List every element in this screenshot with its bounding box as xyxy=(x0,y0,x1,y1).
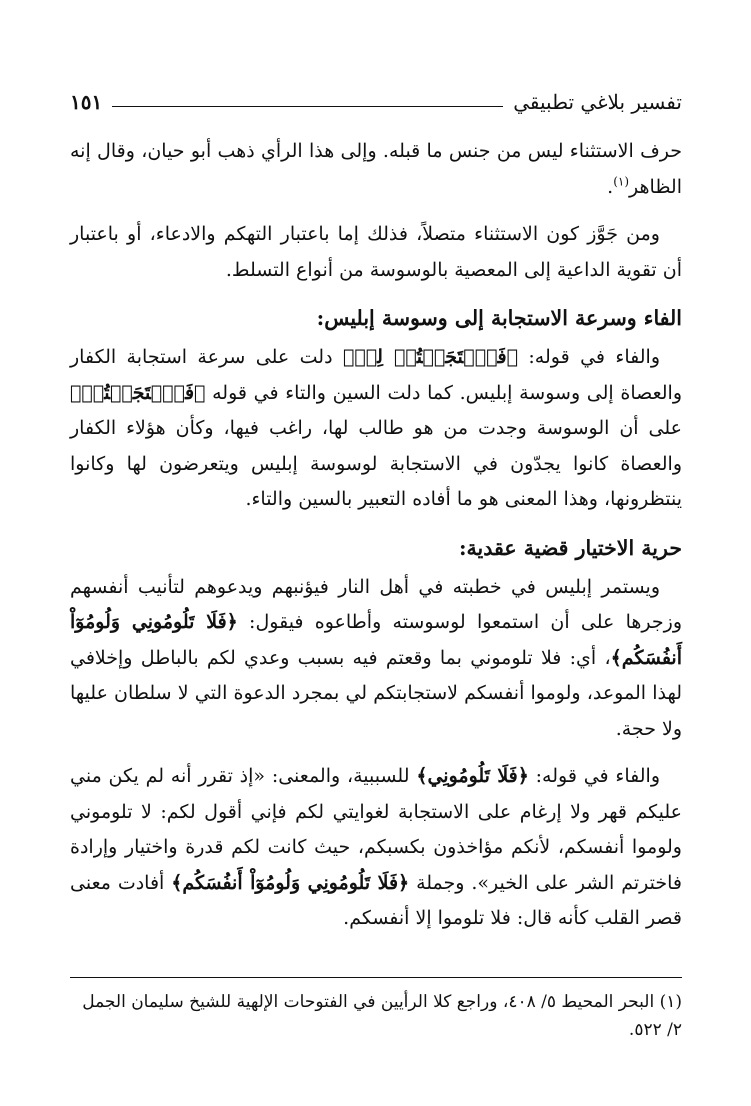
paragraph-4-text-b: ، أي: فلا تلوموني بما وقعتم فيه بسبب وعدي لكم بالباطل وإخلافي لهذا الموعد، ولوموا أنفسكم لاستجابتكم لي بمجرد الدعوة التي لا سلطان عليها ولا حجة. xyxy=(70,646,682,740)
book-page xyxy=(70,0,682,1106)
paragraph-3-text-c: على أن الوسوسة وجدت من هو طالب لها، راغب فيها، وكأن هؤلاء الكفار والعصاة كانوا يجدّون في الاستجابة لوسوسة إبليس ويتعرضون لها وكانوا ينتظرونها، وهذا المعنى هو ما أفاده التعبير بالسين والتاء. xyxy=(70,417,682,510)
paragraph-2: ومن جَوَّز كون الاستثناء متصلاً، فذلك إما باعتبار التهكم والادعاء، أو باعتبار أن تقوية الداعية إلى المعصية بالوسوسة من أنواع التسلط. xyxy=(70,223,682,281)
paragraph-5 xyxy=(70,759,682,937)
quran-quote-3: ﴿فَلَا تَلُومُونِي وَلُومُوٓاْ أَنفُسَكُم﴾ xyxy=(70,611,682,669)
paragraph-5-text-a: والفاء في قوله: xyxy=(528,765,661,787)
book-title: تفسير بلاغي تطبيقي xyxy=(513,90,682,114)
footnote-1: (١) البحر المحيط ٥/ ٤٠٨، وراجع كلا الرأيين في الفتوحات الإلهية للشيخ سليمان الجمل ٢/ ٥٢٢. xyxy=(82,992,682,1040)
quran-quote-2: ﴿فَٱسۡتَجَبۡتُمۡ﴾ xyxy=(70,381,206,404)
paragraph-5-text-b: للسببية، والمعنى: «إذ تقرر أنه لم يكن مني عليكم قهر ولا إرغام على الاستجابة لغوايتي لكم فإني أقول لكم: لا تلوموني ولوموا أنفسكم، لأنكم مؤاخذون بكسبكم، حيث كانت لكم قدرة واختيار وإرادة فاخترتم الشر على الخير». وجملة xyxy=(70,765,682,894)
header-rule xyxy=(112,106,503,107)
quran-quote-5: ﴿فَلَا تَلُومُونِي وَلُومُوٓاْ أَنفُسَكُم﴾ xyxy=(171,871,410,894)
paragraph-4 xyxy=(70,570,682,748)
page-number: ١٥١ xyxy=(70,90,103,114)
paragraph-3 xyxy=(70,340,682,518)
paragraph-4-text-a: ويستمر إبليس في خطبته في أهل النار فيؤنبهم ويدعوهم لتأنيب أنفسهم وزجرها على أن استمعوا لوسوسته وأطاعوه فيقول: xyxy=(70,575,683,633)
paragraph-1-text: حرف الاستثناء ليس من جنس ما قبله. وإلى هذا الرأي ذهب أبو حيان، وقال إنه الظاهر xyxy=(70,140,682,198)
paragraph-1: حرف الاستثناء ليس من جنس ما قبله. وإلى هذا الرأي ذهب أبو حيان، وقال إنه الظاهر$^{(١)}$. xyxy=(70,140,682,198)
section-heading-1: الفاء وسرعة الاستجابة إلى وسوسة إبليس: xyxy=(316,306,682,330)
footnote-ref-1: (١) xyxy=(613,174,630,189)
paragraph-3-text-b: دلت على سرعة استجابة الكفار والعصاة إلى وسوسة إبليس. كما دلت السين والتاء في قوله xyxy=(70,346,682,404)
footnote-divider xyxy=(70,977,682,978)
paragraph-3-text-a: والفاء في قوله: xyxy=(517,346,660,368)
quran-quote-4: ﴿فَلَا تَلُومُونِي﴾ xyxy=(416,765,529,787)
running-header xyxy=(70,84,682,114)
page-body xyxy=(70,134,682,949)
quran-quote-1: ﴿فَٱسۡتَجَبۡتُمۡ لِيۖ﴾ xyxy=(342,346,518,368)
section-heading-2: حرية الاختيار قضية عقدية: xyxy=(458,535,682,560)
paragraph-5-text-c: أفادت معنى قصر القلب كأنه قال: فلا تلوموا إلا أنفسكم. xyxy=(70,871,682,929)
